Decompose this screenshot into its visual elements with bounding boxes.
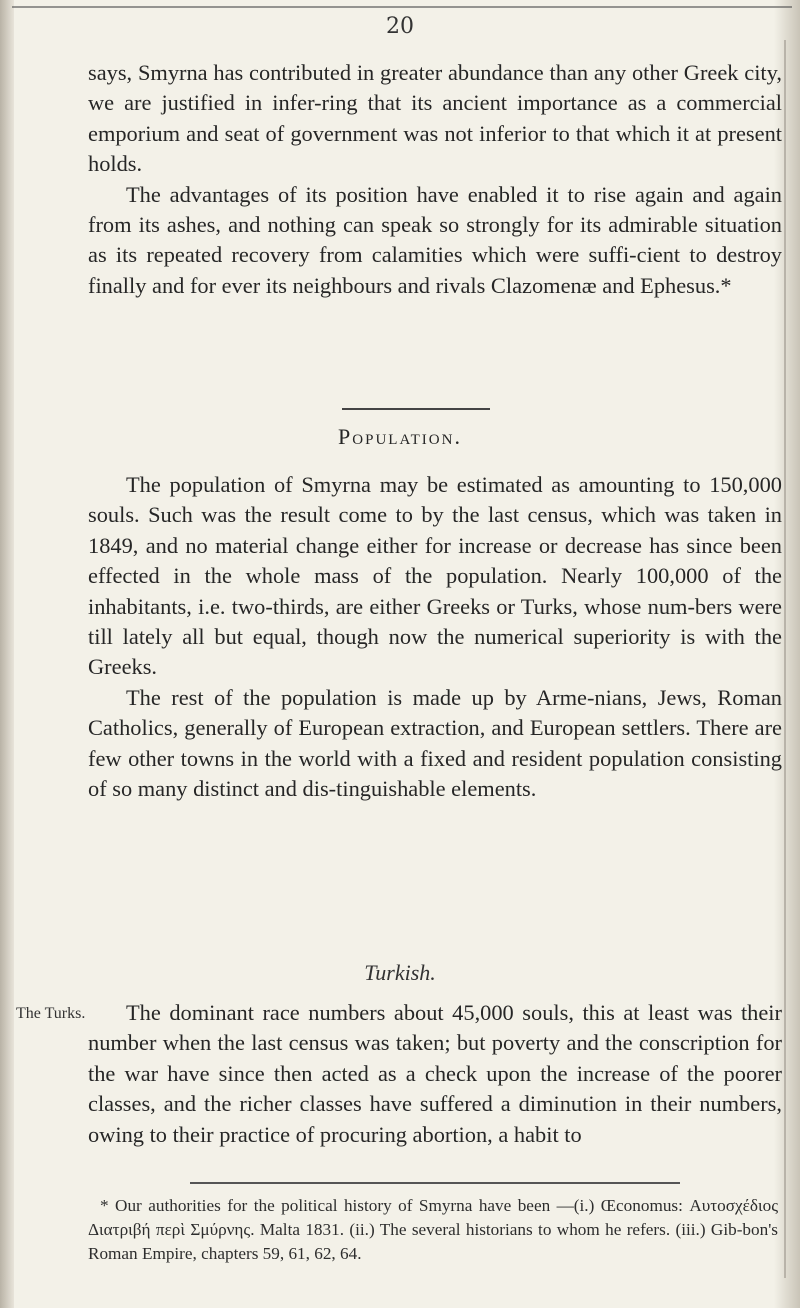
intro-paragraph-2: The advantages of its position have enabled it to rise again and again from its ashes, and nothing can speak so strongly for its admirable situation as its repeated recovery from calamities which were suffi-cient to destroy finally and for ever its neighbours and rivals Clazomenæ and Ephesus.*	[88, 181, 782, 298]
turkish-subheading: Turkish.	[364, 960, 436, 985]
turkish-text	[88, 998, 782, 1150]
turkish-paragraph-1: The dominant race numbers about 45,000 souls, this at least was their number when the last census was taken; but poverty and the conscription for the war have since then acted as a check upon the increase of the poorer classes, and the richer classes have suffered a diminution in their numbers, owing to their practice of procuring abortion, a habit to	[88, 1000, 782, 1147]
page-number: 20	[386, 14, 414, 39]
intro-paragraph-1: says, Smyrna has contributed in greater abundance than any other Greek city, we are justified in infer-ring that its ancient importance as a commercial emporium and seat of government was not inferior to that which it at present holds.	[88, 60, 782, 177]
footnote-text: * Our authorities for the political history of Smyrna have been —(i.) Œconomus: Αυτοσχέδιος Διατριβή περὶ Σμύρνης. Malta 1831. (ii.) The several historians to whom he refers. (iii.) Gib-bon's Roman Empire, chapters 59, 61, 62, 64.	[88, 1196, 778, 1263]
population-paragraph-1: The population of Smyrna may be estimated as amounting to 150,000 souls. Such was the result come to by the last census, which was taken in 1849, and no material change either for increase or decrease has since been effected in the whole mass of the population. Nearly 100,000 of the inhabitants, i.e. two-thirds, are either Greeks or Turks, whose num-bers were till lately all but equal, though now the numerical superiority is with the Greeks.	[88, 472, 782, 680]
footnote	[88, 1194, 778, 1266]
section-separator	[342, 408, 490, 410]
margin-note-the-turks: The Turks.	[16, 1005, 86, 1022]
population-heading: Population.	[338, 424, 462, 449]
intro-text	[88, 58, 782, 301]
population-text	[88, 470, 782, 804]
population-paragraph-2: The rest of the population is made up by Arme-nians, Jews, Roman Catholics, generally of European extraction, and European settlers. There are few other towns in the world with a fixed and resident population consisting of so many distinct and dis-tinguishable elements.	[88, 684, 782, 802]
footnote-rule	[190, 1182, 680, 1184]
top-rule	[12, 6, 792, 8]
page-left-edge	[0, 0, 14, 1308]
